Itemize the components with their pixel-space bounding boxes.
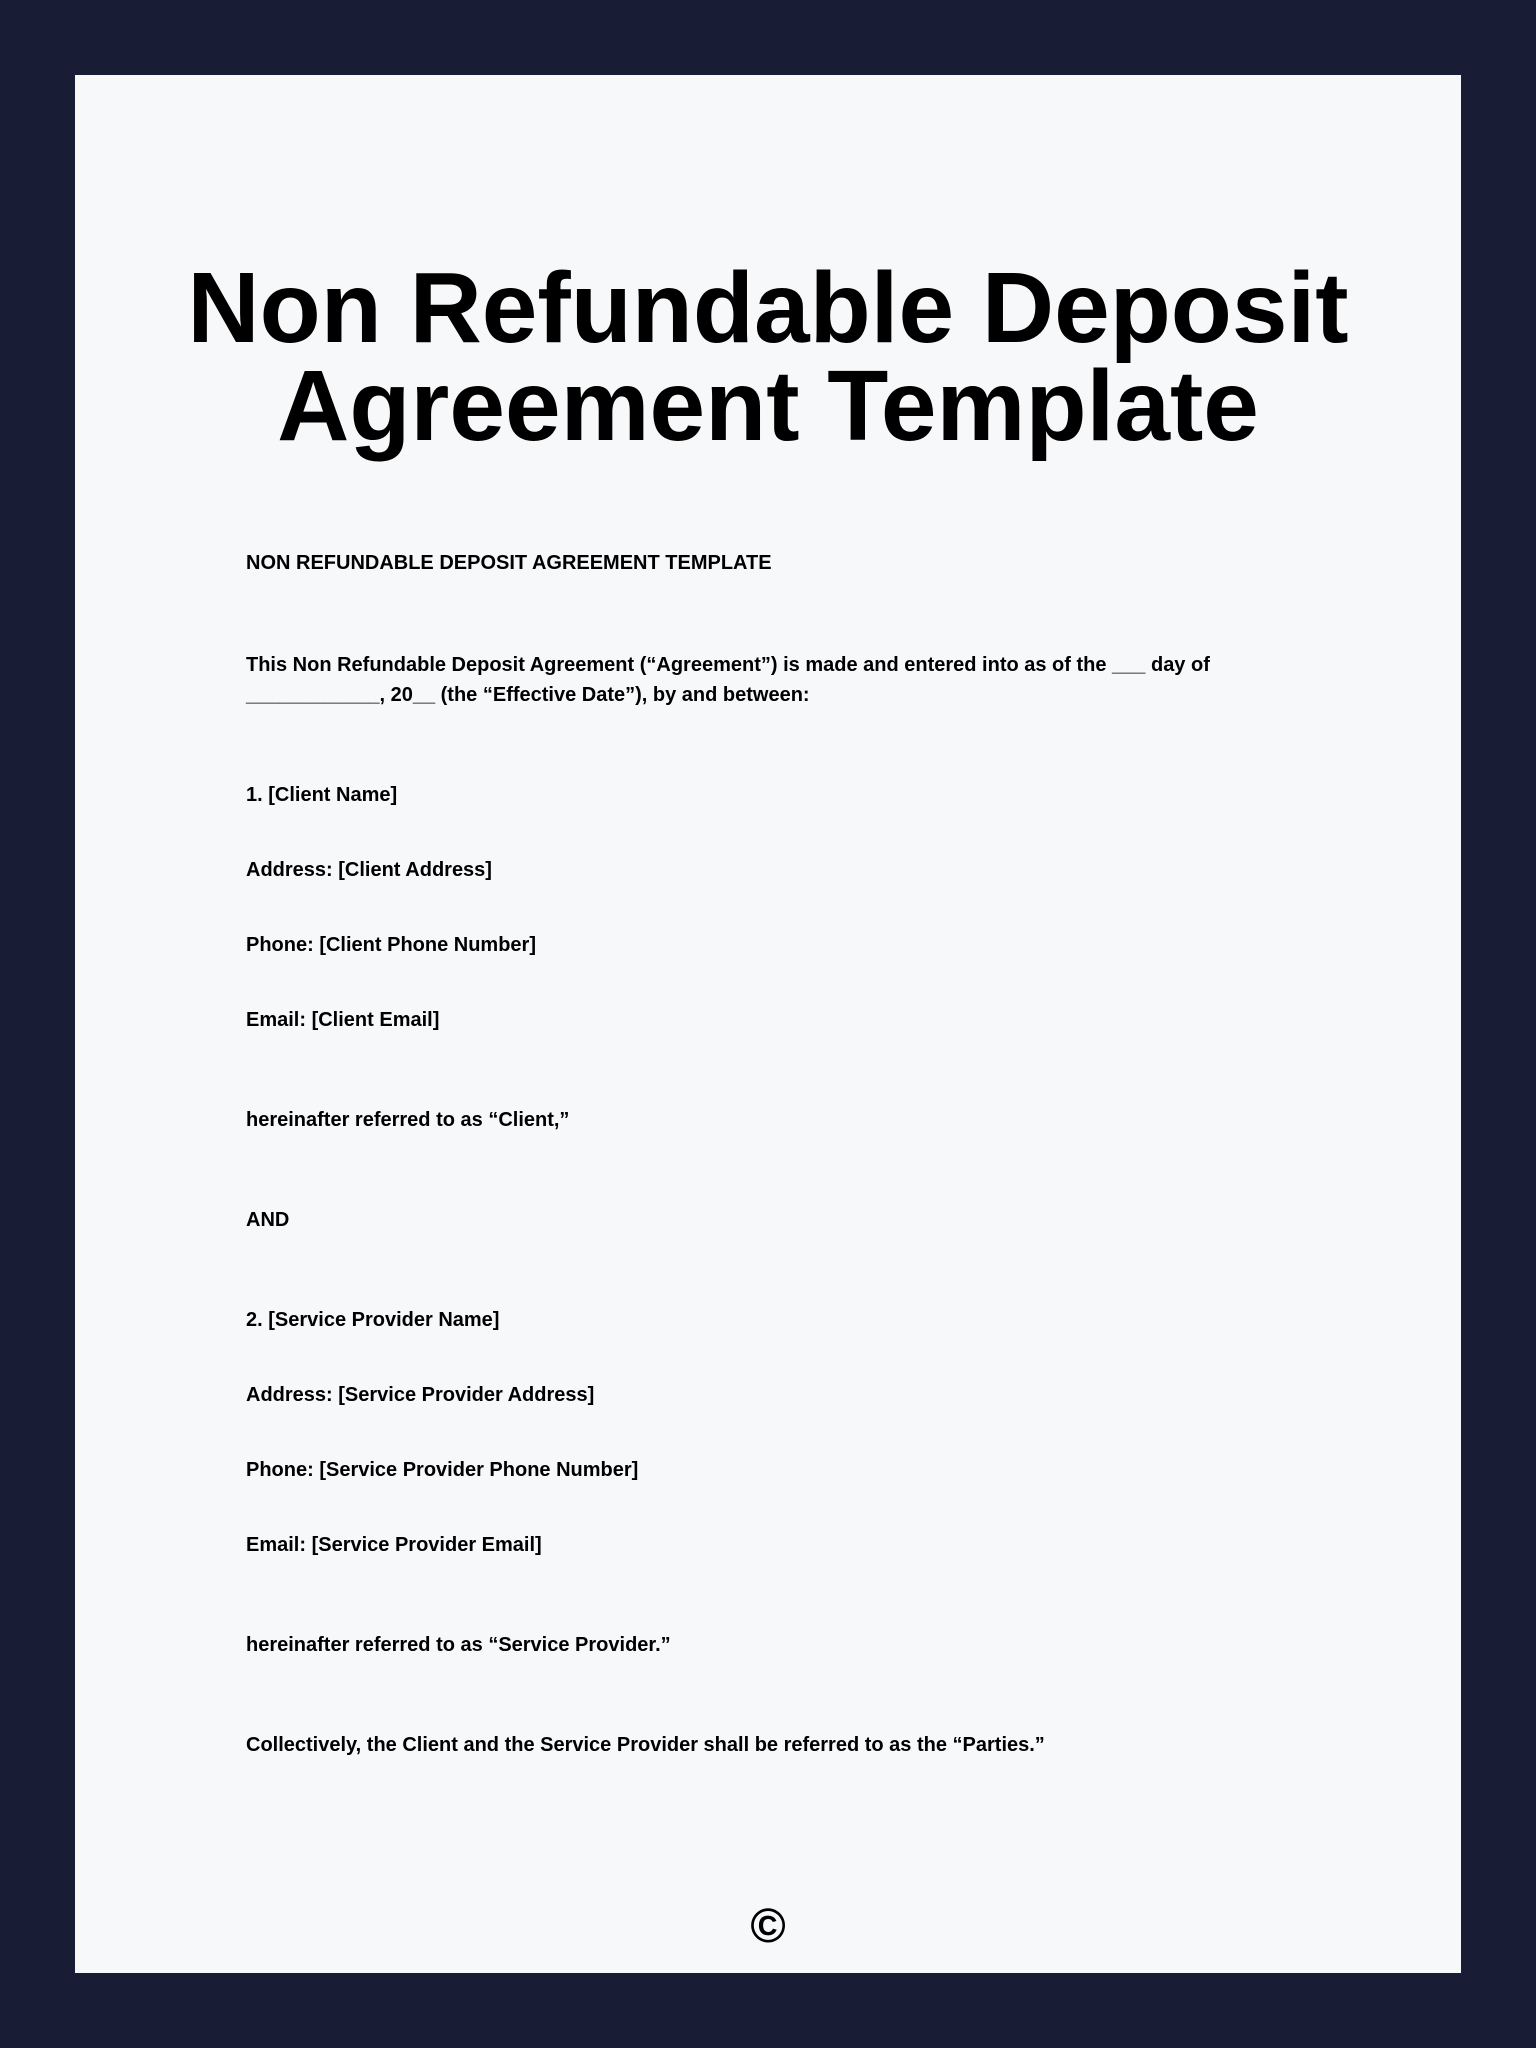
page-title: [75, 252, 1461, 462]
client-phone-line: Phone: [Client Phone Number]: [246, 934, 536, 956]
client-address-line: Address: [Client Address]: [246, 859, 492, 881]
agreement-heading: NON REFUNDABLE DEPOSIT AGREEMENT TEMPLATE: [246, 552, 772, 574]
page-title-line1: Non Refundable Deposit: [187, 252, 1349, 364]
document-page: [75, 75, 1461, 1973]
intro-paragraph: [246, 650, 1290, 710]
provider-name-line: 2. [Service Provider Name]: [246, 1309, 500, 1331]
provider-phone-line: Phone: [Service Provider Phone Number]: [246, 1459, 639, 1481]
parties-line: Collectively, the Client and the Service Provider shall be referred to as the “Parties.”: [246, 1734, 1045, 1756]
client-reference-line: hereinafter referred to as “Client,”: [246, 1109, 570, 1131]
document-body: [75, 548, 1461, 1760]
provider-address-line: Address: [Service Provider Address]: [246, 1384, 595, 1406]
client-email-line: Email: [Client Email]: [246, 1009, 440, 1031]
client-name-line: 1. [Client Name]: [246, 784, 398, 806]
provider-email-line: Email: [Service Provider Email]: [246, 1534, 542, 1556]
provider-reference-line: hereinafter referred to as “Service Provider.”: [246, 1634, 671, 1656]
copyright-icon: ©: [750, 1900, 786, 1953]
intro-line-2: ____________, 20__ (the “Effective Date”), by and between:: [246, 684, 810, 706]
page-title-line2: Agreement Template: [277, 350, 1259, 462]
intro-line-1: This Non Refundable Deposit Agreement (“Agreement”) is made and entered into as of the ___ day of: [246, 654, 1210, 676]
conjunction-line: AND: [246, 1209, 290, 1231]
